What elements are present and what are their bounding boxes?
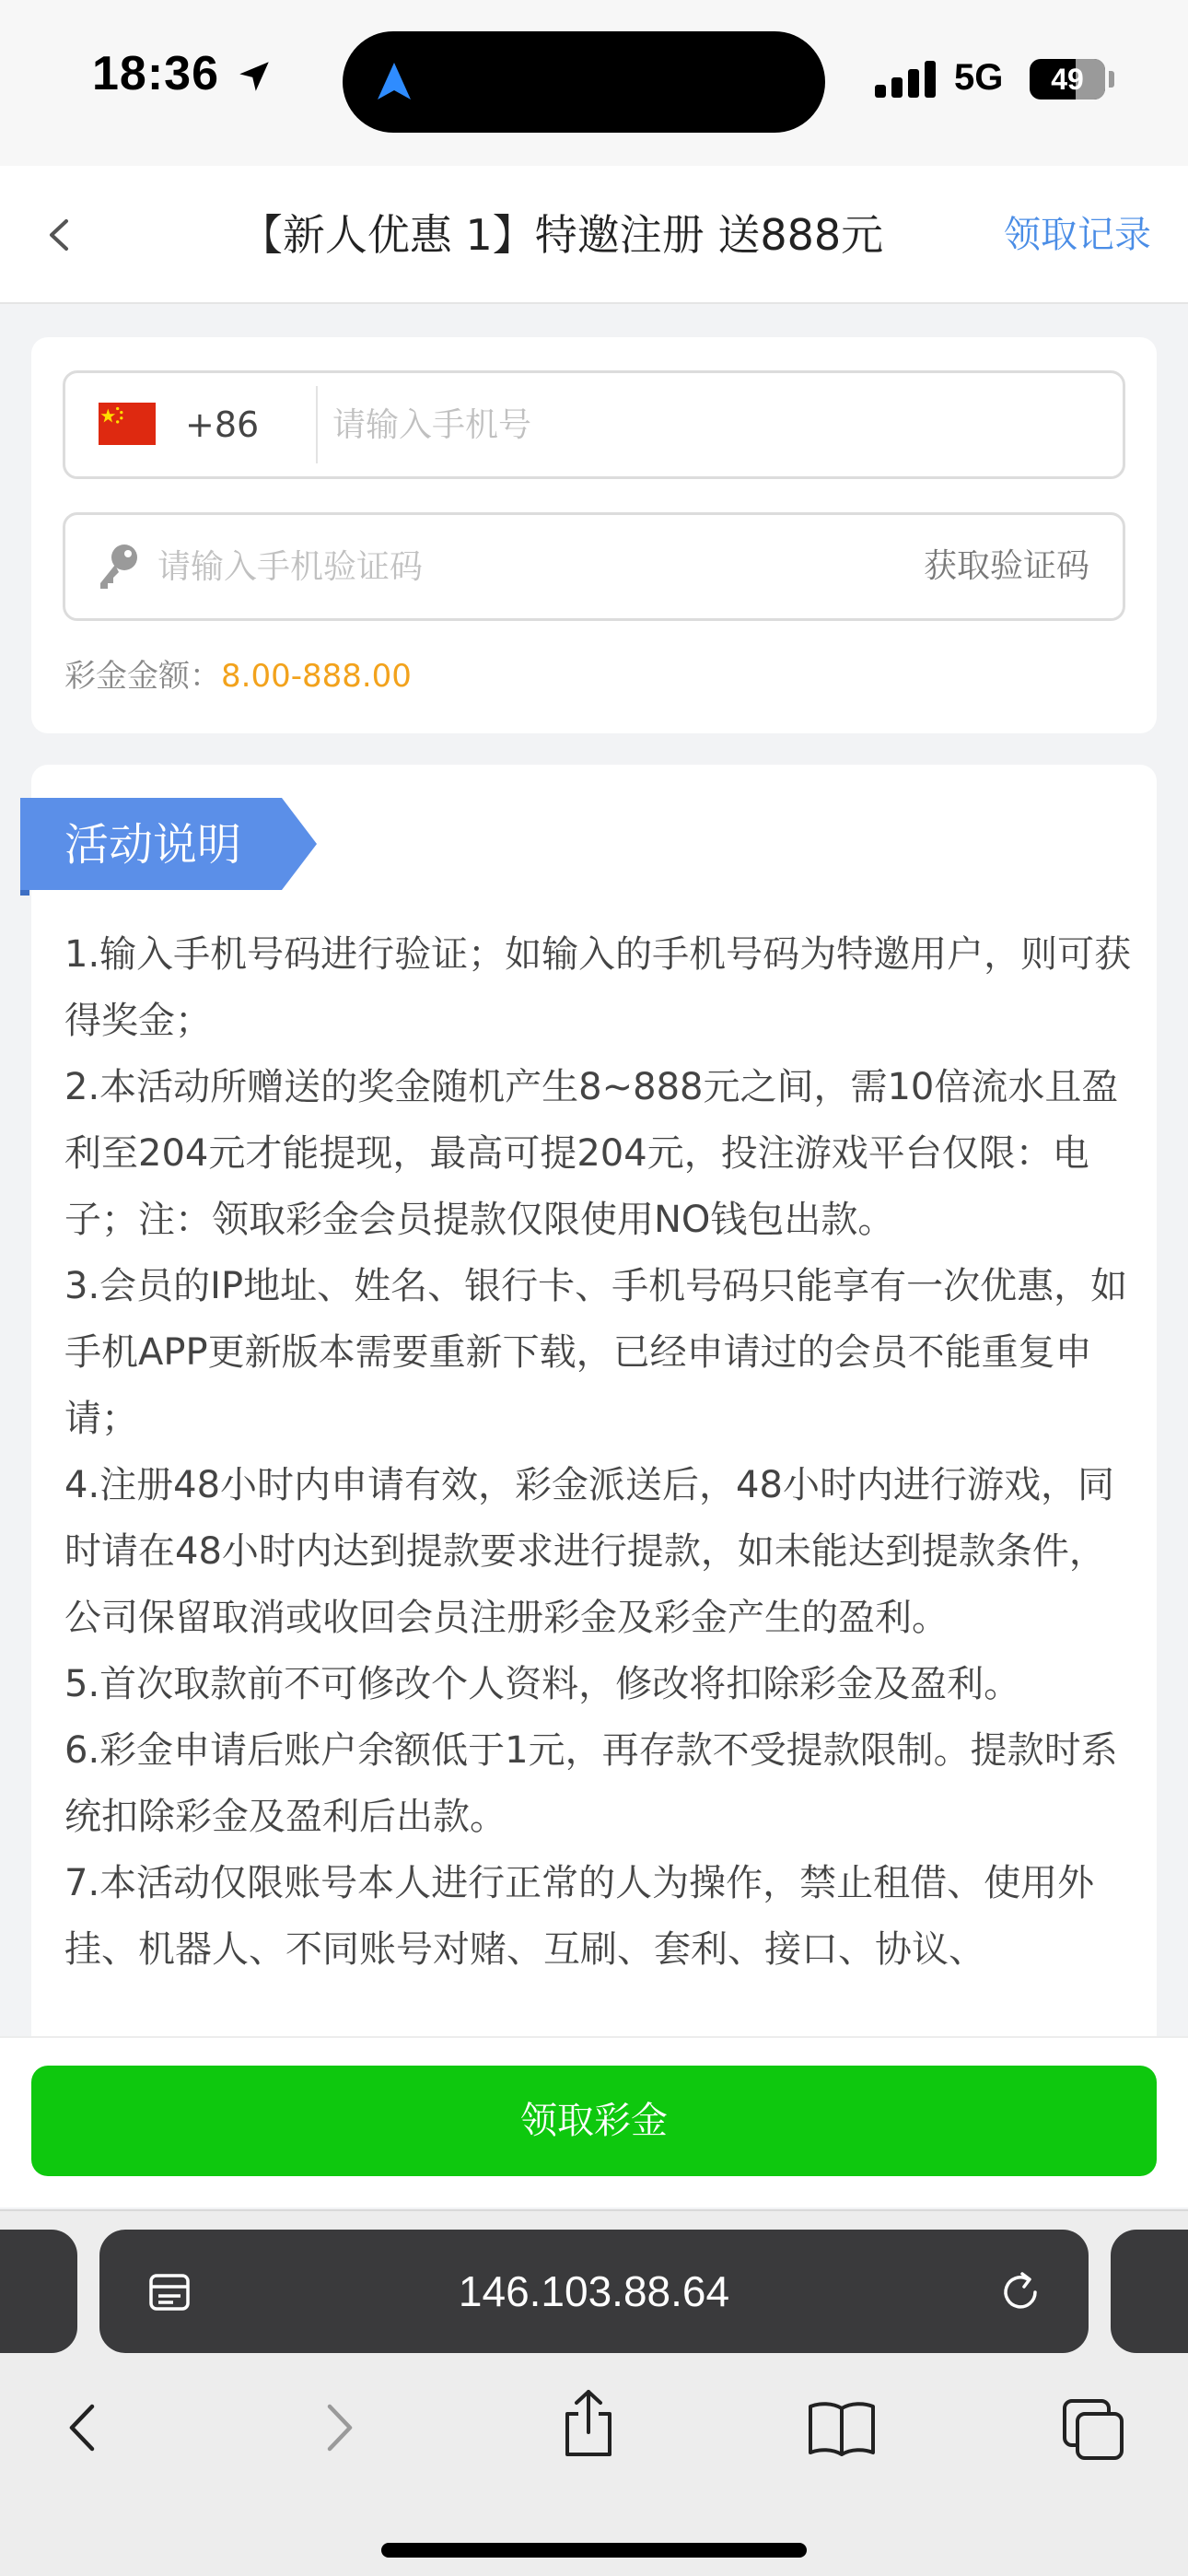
browser-toolbar: [0, 2209, 1188, 2576]
share-icon[interactable]: [556, 2386, 621, 2460]
home-indicator[interactable]: [381, 2543, 807, 2558]
bookmarks-icon[interactable]: [805, 2395, 879, 2460]
dynamic-island: [343, 31, 825, 133]
activity-title: 活动说明: [64, 819, 242, 871]
rule-item: 5.首次取款前不可修改个人资料，修改将扣除彩金及盈利。: [64, 1663, 1021, 1705]
rule-item: 4.注册48小时内申请有效，彩金派送后，48小时内进行游戏，同时请在48小时内达到提款要求进行提款，如未能达到提款条件，公司保留取消或收回会员注册彩金及彩金产生的盈利。: [64, 1464, 1114, 1639]
phone-input[interactable]: [332, 373, 1106, 476]
navigation-arrow-icon: [376, 61, 413, 101]
bonus-amount-row: [64, 654, 412, 698]
previous-tab-preview[interactable]: [0, 2230, 77, 2353]
verification-code-input[interactable]: [157, 515, 857, 618]
rule-item: 2.本活动所赠送的奖金随机产生8~888元之间，需10倍流水且盈利至204元才能提现，最高可提204元，投注游戏平台仅限：电子；注：领取彩金会员提款仅限使用NO钱包出款。: [64, 1066, 1119, 1241]
page-header: [0, 166, 1188, 304]
battery-level: 49: [1051, 63, 1084, 96]
cellular-signal-icon: [875, 61, 936, 98]
address-bar[interactable]: [99, 2230, 1089, 2353]
china-flag-icon[interactable]: [99, 403, 156, 445]
reload-icon[interactable]: [995, 2266, 1046, 2318]
battery-cap: [1109, 71, 1114, 88]
claim-bonus-button[interactable]: 领取彩金: [31, 2066, 1157, 2176]
back-arrow-icon[interactable]: [55, 2395, 111, 2460]
location-arrow-icon: [235, 57, 274, 96]
status-time: 18:36: [92, 47, 219, 100]
network-type: 5G: [954, 57, 1004, 98]
action-bar: [0, 2036, 1188, 2207]
register-form-card: [31, 337, 1157, 733]
bonus-label: 彩金金额：: [64, 658, 221, 695]
status-bar: [0, 0, 1188, 166]
forward-arrow-icon[interactable]: [311, 2395, 367, 2460]
battery-icon: [1030, 59, 1105, 100]
country-code[interactable]: +86: [185, 404, 260, 445]
get-code-button[interactable]: 获取验证码: [923, 547, 1089, 585]
rule-item: 3.会员的IP地址、姓名、银行卡、手机号码只能享有一次优惠，如手机APP更新版本需要重新下载，已经申请过的会员不能重复申请；: [64, 1265, 1128, 1440]
field-divider: [316, 386, 318, 463]
bonus-value: 8.00-888.00: [221, 658, 412, 695]
rule-item: 7.本活动仅限账号本人进行正常的人为操作，禁止租借、使用外挂、机器人、不同账号对赌、互刷、套利、接口、协议、: [64, 1862, 1095, 1971]
rules-list: [64, 921, 1133, 1983]
verification-code-field: [63, 512, 1125, 621]
url-text[interactable]: 146.103.88.64: [458, 2267, 730, 2315]
page-title: 【新人优惠 1】特邀注册 送888元: [239, 210, 884, 260]
activity-card: [31, 765, 1157, 2110]
rule-item: 6.彩金申请后账户余额低于1元，再存款不受提款限制。提款时系统扣除彩金及盈利后出款。: [64, 1729, 1118, 1838]
back-chevron-icon[interactable]: [28, 203, 92, 267]
key-icon: [93, 541, 145, 592]
rule-item: 1.输入手机号码进行验证；如输入的手机号码为特邀用户，则可获得奖金；: [64, 933, 1132, 1042]
next-tab-preview[interactable]: [1111, 2230, 1188, 2353]
tabs-icon[interactable]: [1059, 2395, 1129, 2465]
records-link[interactable]: 领取记录: [1004, 214, 1151, 256]
activity-title-ribbon: [20, 798, 319, 896]
phone-field: [63, 370, 1125, 479]
